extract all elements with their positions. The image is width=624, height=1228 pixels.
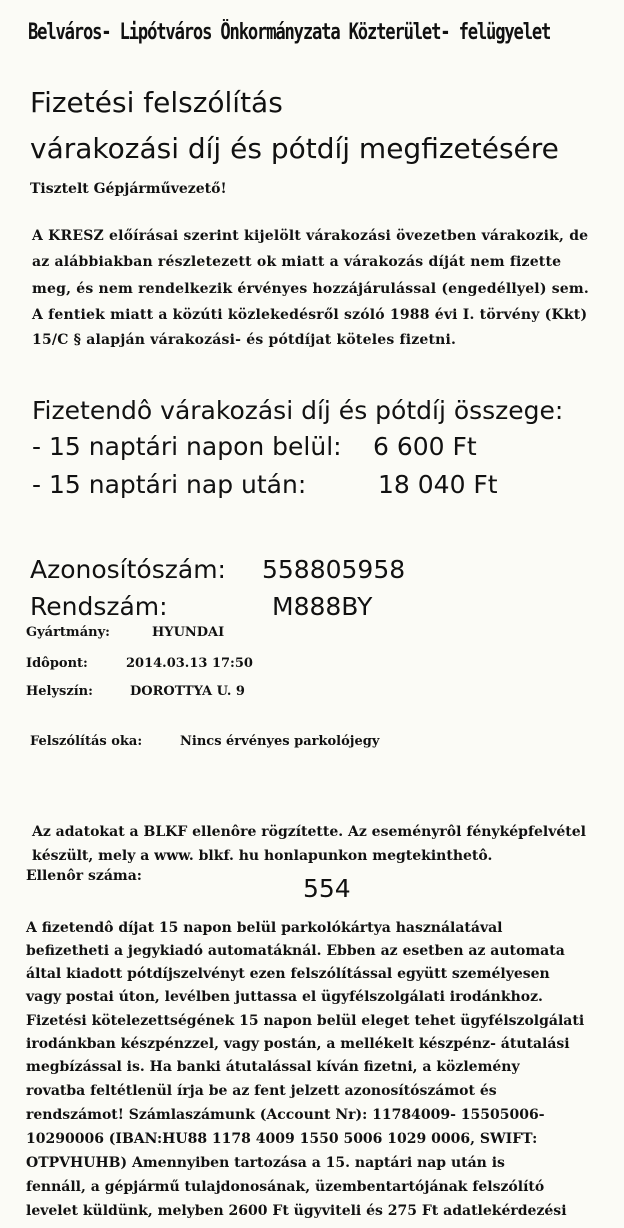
payment-line: fennáll, a gépjármű tulajdonosának, üzembentartójának felszólító (26, 1179, 545, 1195)
reason-value: Nincs érvényes parkolójegy (180, 734, 380, 749)
payment-line: rendszámot! Számlaszámunk (Account Nr): 11784009- 15505006- (26, 1107, 545, 1123)
make-label: Gyártmány: (26, 625, 110, 640)
time-label: Idôpont: (26, 656, 88, 671)
intro-line: az alábbiakban részletezett ok miatt a várakozás díját nem fizette (32, 254, 562, 270)
intro-line: A KRESZ előírásai szerint kijelölt várakozási övezetben várakozik, de (32, 228, 589, 244)
location-value: DOROTTYA U. 9 (130, 684, 245, 699)
payment-line: által kiadott pótdíjszelvényt ezen felszólítással együtt személyesen (26, 966, 550, 982)
amount-after-15-label: - 15 naptári nap után: (32, 470, 307, 499)
payment-line: OTPVHUHB) Amennyiben tartozása a 15. naptári nap után is (26, 1155, 505, 1171)
amount-heading: Fizetendô várakozási díj és pótdíj összege: (32, 396, 564, 425)
intro-line: meg, és nem rendelkezik érvényes hozzájárulással (engedéllyel) sem. (32, 281, 589, 297)
payment-line: befizetheti a jegykiadó automatáknál. Ebben az esetben az automata (26, 943, 565, 959)
plate-value: M888BY (272, 592, 373, 621)
payment-line: megbízással is. Ha banki átutalással kíván fizetni, a közlemény (26, 1059, 520, 1075)
make-value: HYUNDAI (152, 625, 225, 640)
payment-line: rovatba feltétlenül írja be az fent jelzett azonosítószámot és (26, 1083, 497, 1099)
inspector-label: Ellenôr száma: (26, 868, 142, 884)
payment-line: irodánkban készpénzzel, vagy postán, a mellékelt készpénz- átutalási (26, 1036, 570, 1052)
time-value: 2014.03.13 17:50 (126, 656, 253, 671)
payment-line: Fizetési kötelezettségének 15 napon belül eleget tehet ügyfélszolgálati (26, 1013, 585, 1029)
notice-title: Fizetési felszólítás (30, 86, 283, 119)
amount-after-15-value: 18 040 Ft (378, 470, 498, 499)
intro-line: A fentiek miatt a közúti közlekedésről szóló 1988 évi I. törvény (Kkt) (32, 307, 588, 323)
payment-line: levelet küldünk, melyben 2600 Ft ügyviteli és 275 Ft adatlekérdezési (26, 1203, 567, 1219)
agency-header: Belváros- Lipótváros Önkormányzata Közterület- felügyelet (28, 20, 551, 45)
identifier-label: Azonosítószám: (30, 555, 226, 584)
recorded-line: készült, mely a www. blkf. hu honlapunkon megtekinthetô. (32, 848, 493, 864)
inspector-number: 554 (303, 874, 351, 903)
payment-line: vagy postai úton, levélben juttassa el ügyfélszolgálati irodánkhoz. (26, 989, 543, 1005)
plate-label: Rendszám: (30, 592, 168, 621)
intro-line: 15/C § alapján várakozási- és pótdíjat köteles fizetni. (32, 332, 457, 348)
greeting: Tisztelt Gépjárművezető! (30, 181, 227, 197)
location-label: Helyszín: (26, 684, 93, 699)
reason-label: Felszólítás oka: (30, 734, 143, 749)
recorded-line: Az adatokat a BLKF ellenôre rögzítette. Az eseményrôl fényképfelvétel (32, 824, 586, 840)
amount-within-15-value: 6 600 Ft (373, 432, 477, 461)
notice-subtitle: várakozási díj és pótdíj megfizetésére (30, 132, 559, 165)
identifier-value: 558805958 (262, 555, 406, 584)
payment-line: A fizetendô díjat 15 napon belül parkolókártya használatával (26, 920, 503, 936)
payment-line: 10290006 (IBAN:HU88 1178 4009 1550 5006 1029 0006, SWIFT: (26, 1131, 538, 1147)
amount-within-15-label: - 15 naptári napon belül: (32, 432, 342, 461)
